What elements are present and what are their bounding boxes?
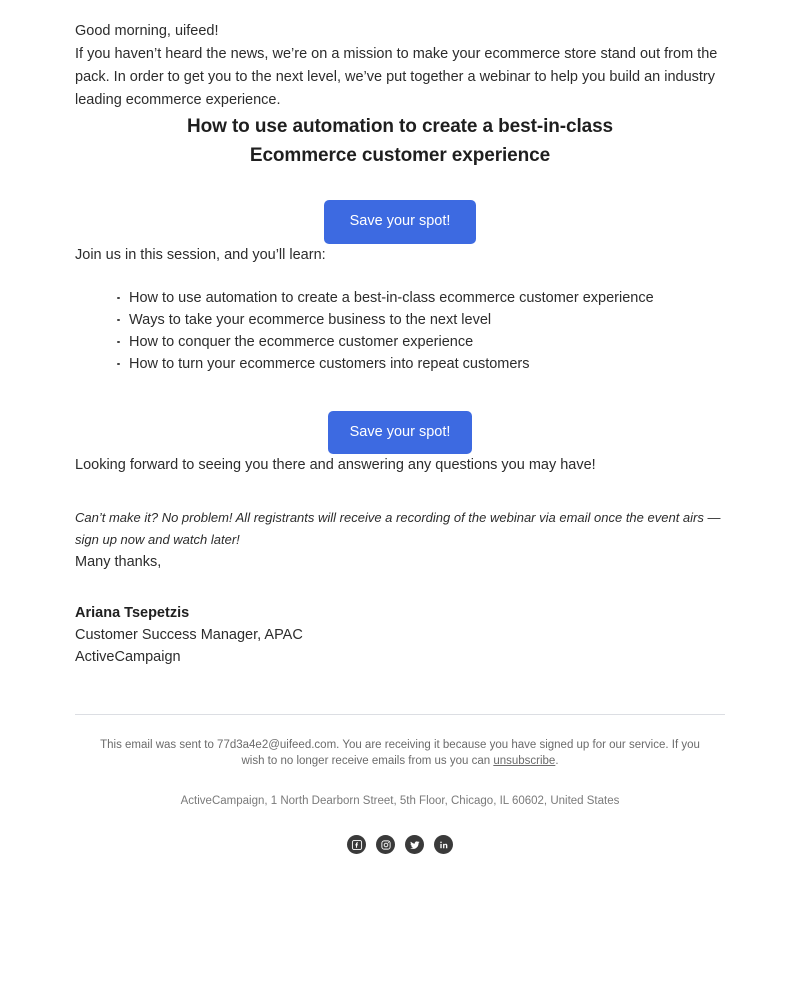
signature-company: ActiveCampaign bbox=[75, 649, 181, 665]
signature-name: Ariana Tsepetzis bbox=[75, 605, 190, 621]
recording-note: Can’t make it? No problem! All registrants will receive a recording of the webinar via email once the event airs — sign up now and watch later! bbox=[75, 510, 721, 547]
lead-in-text: Join us in this session, and you’ll learn: bbox=[75, 246, 326, 263]
closing-paragraph: Looking forward to seeing you there and answering any questions you may have! bbox=[75, 457, 596, 473]
unsubscribe-link[interactable]: unsubscribe bbox=[493, 755, 556, 767]
legal-text-part-2: . bbox=[555, 755, 559, 767]
primary-cta-container bbox=[75, 200, 725, 244]
learn-list bbox=[75, 287, 725, 375]
legal-text bbox=[90, 737, 710, 769]
secondary-cta-container bbox=[75, 411, 725, 455]
intro-paragraph: If you haven’t heard the news, we’re on a mission to make your ecommerce store stand out from the pack. In order to get you to the next level, we’ve put together a webinar to help you build an industry leading ecommerce experience. bbox=[75, 46, 718, 108]
company-address: ActiveCampaign, 1 North Dearborn Street, 5th Floor, Chicago, IL 60602, United States bbox=[180, 795, 620, 807]
social-links bbox=[90, 835, 710, 854]
twitter-icon[interactable] bbox=[405, 835, 424, 854]
page-title bbox=[75, 112, 725, 170]
save-your-spot-button-secondary[interactable]: Save your spot! bbox=[328, 411, 473, 455]
list-item: How to use automation to create a best-in-class ecommerce customer experience bbox=[117, 287, 725, 309]
instagram-icon[interactable] bbox=[376, 835, 395, 854]
thanks-text: Many thanks, bbox=[75, 554, 162, 570]
list-item: How to turn your ecommerce customers into repeat customers bbox=[117, 353, 725, 375]
save-your-spot-button-primary[interactable]: Save your spot! bbox=[324, 200, 477, 244]
signature-title: Customer Success Manager, APAC bbox=[75, 627, 303, 643]
headline-line-2: Ecommerce customer experience bbox=[249, 145, 551, 166]
signature-block bbox=[75, 602, 725, 668]
email-content-column bbox=[75, 0, 725, 715]
facebook-icon[interactable] bbox=[347, 835, 366, 854]
linkedin-icon[interactable] bbox=[434, 835, 453, 854]
list-item: Ways to take your ecommerce business to the next level bbox=[117, 309, 725, 331]
legal-text-part-1: This email was sent to 77d3a4e2@uifeed.com. You are receiving it because you have signed up for our service. If you wish to no longer receive emails from us you can bbox=[100, 739, 700, 767]
email-footer bbox=[90, 715, 710, 854]
greeting-text: Good morning, uifeed! bbox=[75, 23, 219, 39]
headline-line-1: How to use automation to create a best-in-class bbox=[186, 116, 614, 137]
list-item: How to conquer the ecommerce customer experience bbox=[117, 331, 725, 353]
